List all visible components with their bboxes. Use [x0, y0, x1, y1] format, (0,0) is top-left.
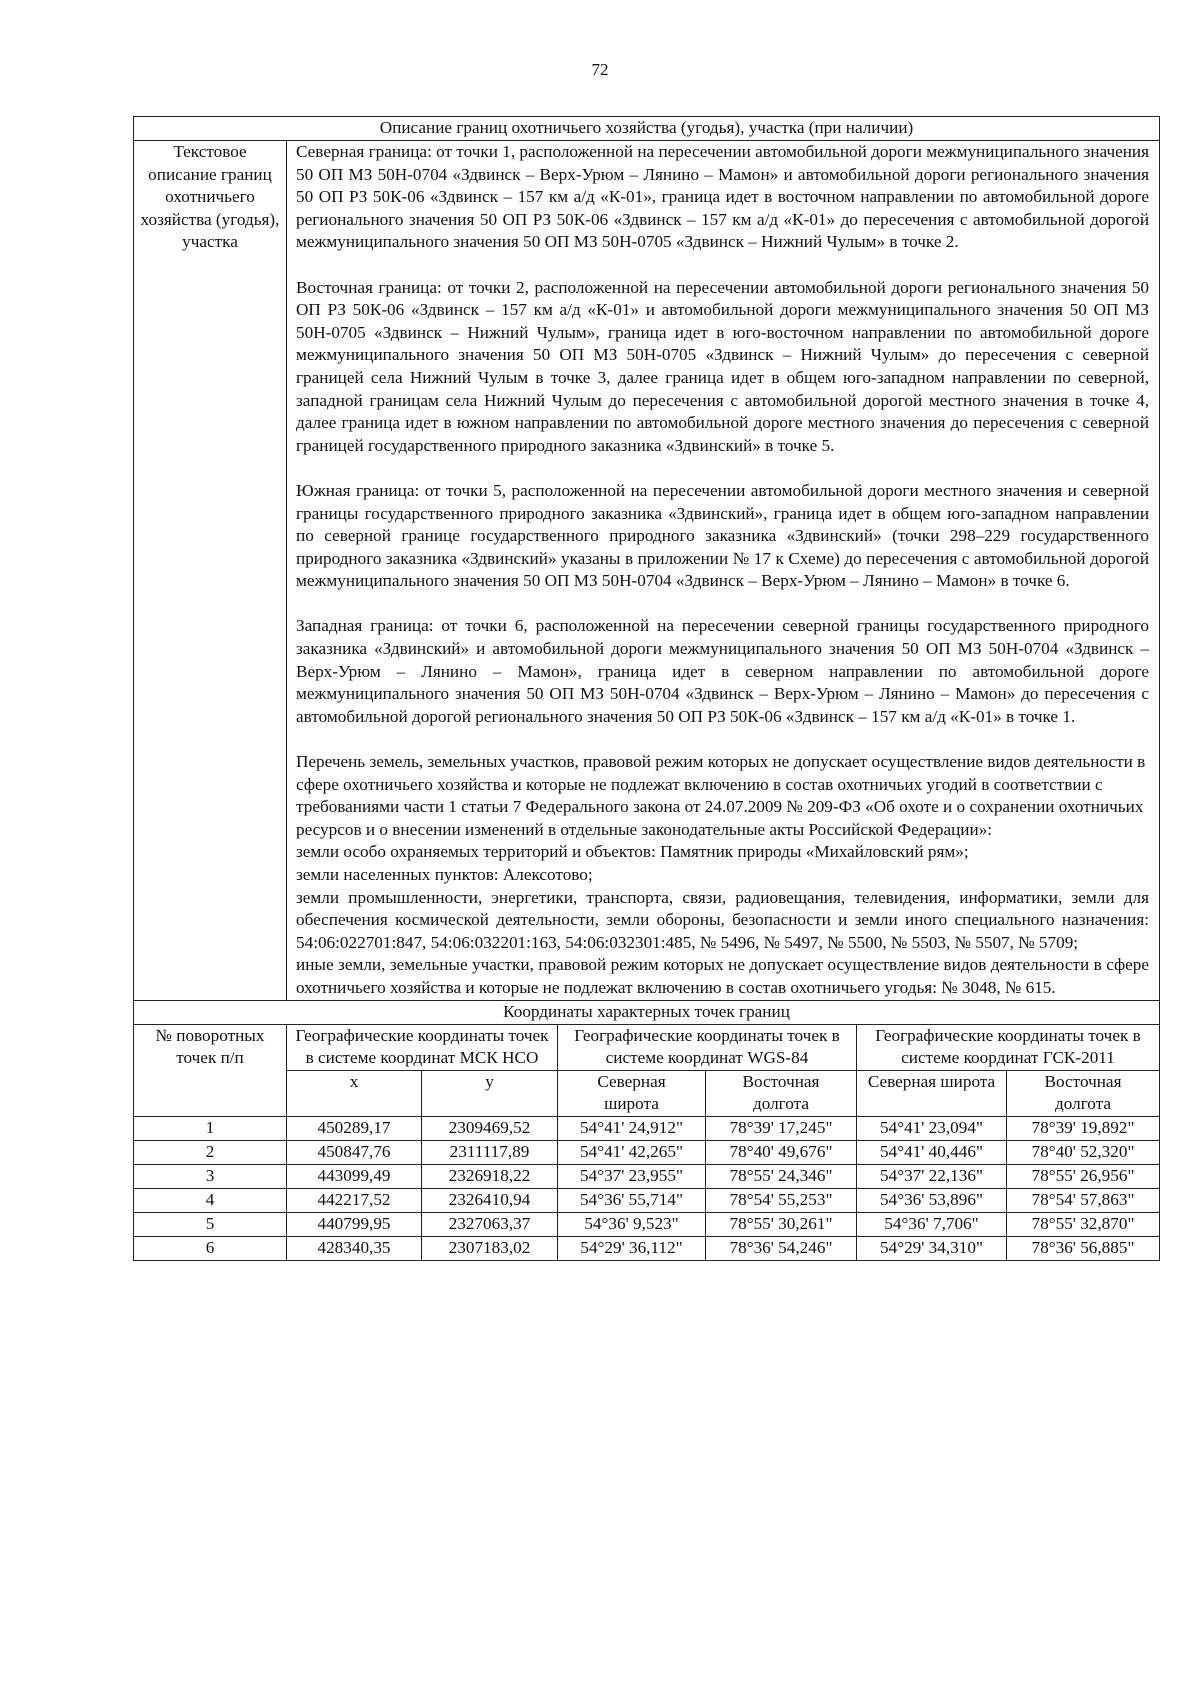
- msk-x-cell: 450289,17: [287, 1116, 422, 1140]
- wgs-lon-cell: 78°36' 54,246": [706, 1236, 857, 1260]
- exclusion-settlements: земли населенных пунктов: Алексотово;: [296, 865, 593, 884]
- east-border-text: Восточная граница: от точки 2, расположенной на пересечении автомобильной дороги регионального значения 50 ОП РЗ 50К-06 «Здвинск – 157 км а/д «К-01» и автомобильной дороги межмуниципального значения 50 ОП МЗ 50Н-0705 «Здвинск – Нижний Чулым», граница идет в юго-восточном направлении по автомобильной дороге межмуниципального значения 50 ОП МЗ 50Н-0705 «Здвинск – Нижний Чулым» до пересечения с северной границей села Нижний Чулым в точке 3, далее граница идет в общем юго-западном направлении по северной, западной границам села Нижний Чулым до пересечения с автомобильной дорогой местного значения в точке 4, далее граница идет в южном направлении по автомобильной дороге местного значения до пересечения с северной границей государственного природного заказника «Здвинский» в точке 5.: [296, 277, 1150, 455]
- wgs-lon-cell: 78°39' 17,245": [706, 1116, 857, 1140]
- msk-y-cell: 2307183,02: [422, 1236, 558, 1260]
- section-title: Описание границ охотничьего хозяйства (угодья), участка (при наличии): [134, 117, 1160, 141]
- point-number-cell: 4: [134, 1188, 287, 1212]
- x-header: x: [287, 1070, 422, 1116]
- wgs-lat-cell: 54°36' 55,714": [558, 1188, 706, 1212]
- point-number-header: № поворотных точек п/п: [134, 1024, 287, 1116]
- msk-y-cell: 2327063,37: [422, 1212, 558, 1236]
- gsk-lat-cell: 54°29' 34,310": [857, 1236, 1007, 1260]
- wgs-lon-cell: 78°54' 55,253": [706, 1188, 857, 1212]
- gsk-lon-cell: 78°54' 57,863": [1007, 1188, 1160, 1212]
- gsk-lon-cell: 78°55' 32,870": [1007, 1212, 1160, 1236]
- gsk-lon-cell: 78°39' 19,892": [1007, 1116, 1160, 1140]
- wgs-header: Географические координаты точек в системе координат WGS-84: [558, 1024, 857, 1070]
- boundary-table: [133, 116, 1160, 1261]
- boundary-description: [287, 141, 1160, 1001]
- msk-x-cell: 450847,76: [287, 1140, 422, 1164]
- exclusion-protected: земли особо охраняемых территорий и объектов: Памятник природы «Михайловский рям»;: [296, 842, 969, 862]
- point-number-cell: 5: [134, 1212, 287, 1236]
- msk-x-cell: 442217,52: [287, 1188, 422, 1212]
- msk-x-cell: 443099,49: [287, 1164, 422, 1188]
- wgs-lat-cell: 54°29' 36,112": [558, 1236, 706, 1260]
- gsk-lon-cell: 78°40' 52,320": [1007, 1140, 1160, 1164]
- gsk-lat-header: Северная широта: [857, 1070, 1007, 1116]
- north-border-text: Северная граница: от точки 1, расположенной на пересечении автомобильной дороги межмуниципального значения 50 ОП МЗ 50Н-0704 «Здвинск – Верх-Урюм – Лянино – Мамон» и автомобильной дороги регионального значения 50 ОП РЗ 50К-06 «Здвинск – 157 км а/д «К-01», граница идет в восточном направлении по автомобильной дороге регионального значения 50 ОП РЗ 50К-06 «Здвинск – 157 км а/д «К-01» до пересечения с автомобильной дорогой межмуниципального значения 50 ОП МЗ 50Н-0705 «Здвинск – Нижний Чулым» в точке 2.: [296, 142, 1150, 252]
- msk-y-cell: 2326918,22: [422, 1164, 558, 1188]
- gsk-lon-cell: 78°36' 56,885": [1007, 1236, 1160, 1260]
- coord-row: [134, 1116, 1160, 1140]
- gsk-lat-cell: 54°41' 40,446": [857, 1140, 1007, 1164]
- wgs-lat-cell: 54°36' 9,523": [558, 1212, 706, 1236]
- exclusion-industry: земли промышленности, энергетики, транспорта, связи, радиовещания, телевидения, информатики, земли для обеспечения космической деятельности, земли обороны, безопасности и земли иного специального назначения: 54:06:022701:847, 54:06:032201:163, 54:06:032301:485, № 5496, № 5497, № 5500, № 5503, № 5507, № 5709;: [296, 887, 1150, 952]
- gsk-lat-cell: 54°36' 53,896": [857, 1188, 1007, 1212]
- coord-row: [134, 1236, 1160, 1260]
- gsk-lat-cell: 54°36' 7,706": [857, 1212, 1007, 1236]
- text-description-label: Текстовое описание границ охотничьего хозяйства (угодья), участка: [134, 141, 287, 1001]
- gsk-lat-cell: 54°41' 23,094": [857, 1116, 1007, 1140]
- coord-row: [134, 1140, 1160, 1164]
- wgs-lon-cell: 78°55' 30,261": [706, 1212, 857, 1236]
- wgs-lat-header: Северная широта: [558, 1070, 706, 1116]
- wgs-lon-cell: 78°55' 24,346": [706, 1164, 857, 1188]
- point-number-cell: 3: [134, 1164, 287, 1188]
- page-number: 72: [591, 60, 609, 79]
- msk-y-cell: 2311117,89: [422, 1140, 558, 1164]
- coords-title: Координаты характерных точек границ: [134, 1000, 1160, 1024]
- wgs-lon-cell: 78°40' 49,676": [706, 1140, 857, 1164]
- coord-row: [134, 1164, 1160, 1188]
- gsk-lat-cell: 54°37' 22,136": [857, 1164, 1007, 1188]
- west-border-text: Западная граница: от точки 6, расположенной на пересечении северной границы государственного природного заказника «Здвинский» и автомобильной дороги межмуниципального значения 50 ОП МЗ 50Н-0704 «Здвинск – Верх-Урюм – Лянино – Мамон», граница идет в северном направлении по автомобильной дороге межмуниципального значения 50 ОП МЗ 50Н-0704 «Здвинск – Верх-Урюм – Лянино – Мамон» до пересечения с автомобильной дорогой регионального значения 50 ОП РЗ 50К-06 «Здвинск – 157 км а/д «К-01» в точке 1.: [296, 616, 1150, 726]
- wgs-lat-cell: 54°41' 42,265": [558, 1140, 706, 1164]
- gsk-lon-header: Восточная долгота: [1007, 1070, 1160, 1116]
- point-number-cell: 2: [134, 1140, 287, 1164]
- msk-x-cell: 440799,95: [287, 1212, 422, 1236]
- wgs-lat-cell: 54°41' 24,912": [558, 1116, 706, 1140]
- south-border-text: Южная граница: от точки 5, расположенной на пересечении автомобильной дороги местного значения и северной границы государственного природного заказника «Здвинский», граница идет в общем юго-западном направлении по северной границе государственного природного заказника «Здвинский» (точки 298–229 государственного природного заказника «Здвинский» указаны в приложении № 17 к Схеме) до пересечения с автомобильной дорогой межмуниципального значения 50 ОП МЗ 50Н-0704 «Здвинск – Верх-Урюм – Лянино – Мамон» в точке 6.: [296, 480, 1150, 591]
- coord-row: [134, 1188, 1160, 1212]
- msk-header: Географические координаты точек в системе координат МСК НСО: [287, 1024, 558, 1070]
- exclusion-other: иные земли, земельные участки, правовой режим которых не допускает осуществление видов деятельности в сфере охотничьего хозяйства и которые не подлежат включению в состав охотничьего угодья: № 3048, № 615.: [296, 955, 1150, 997]
- exclusions-intro: Перечень земель, земельных участков, правовой режим которых не допускает осуществление видов деятельности в сфере охотничьего хозяйства и которые не подлежат включению в состав охотничьих угодий в соответствии с требованиями части 1 статьи 7 Федерального закона от 24.07.2009 № 209-ФЗ «Об охоте и о сохранении охотничьих ресурсов и о внесении изменений в отдельные законодательные акты Российской Федерации»:: [296, 752, 1146, 839]
- point-number-cell: 6: [134, 1236, 287, 1260]
- y-header: y: [422, 1070, 558, 1116]
- point-number-cell: 1: [134, 1116, 287, 1140]
- msk-x-cell: 428340,35: [287, 1236, 422, 1260]
- gsk-header: Географические координаты точек в системе координат ГСК-2011: [857, 1024, 1160, 1070]
- msk-y-cell: 2326410,94: [422, 1188, 558, 1212]
- coord-row: [134, 1212, 1160, 1236]
- wgs-lon-header: Восточная долгота: [706, 1070, 857, 1116]
- msk-y-cell: 2309469,52: [422, 1116, 558, 1140]
- gsk-lon-cell: 78°55' 26,956": [1007, 1164, 1160, 1188]
- wgs-lat-cell: 54°37' 23,955": [558, 1164, 706, 1188]
